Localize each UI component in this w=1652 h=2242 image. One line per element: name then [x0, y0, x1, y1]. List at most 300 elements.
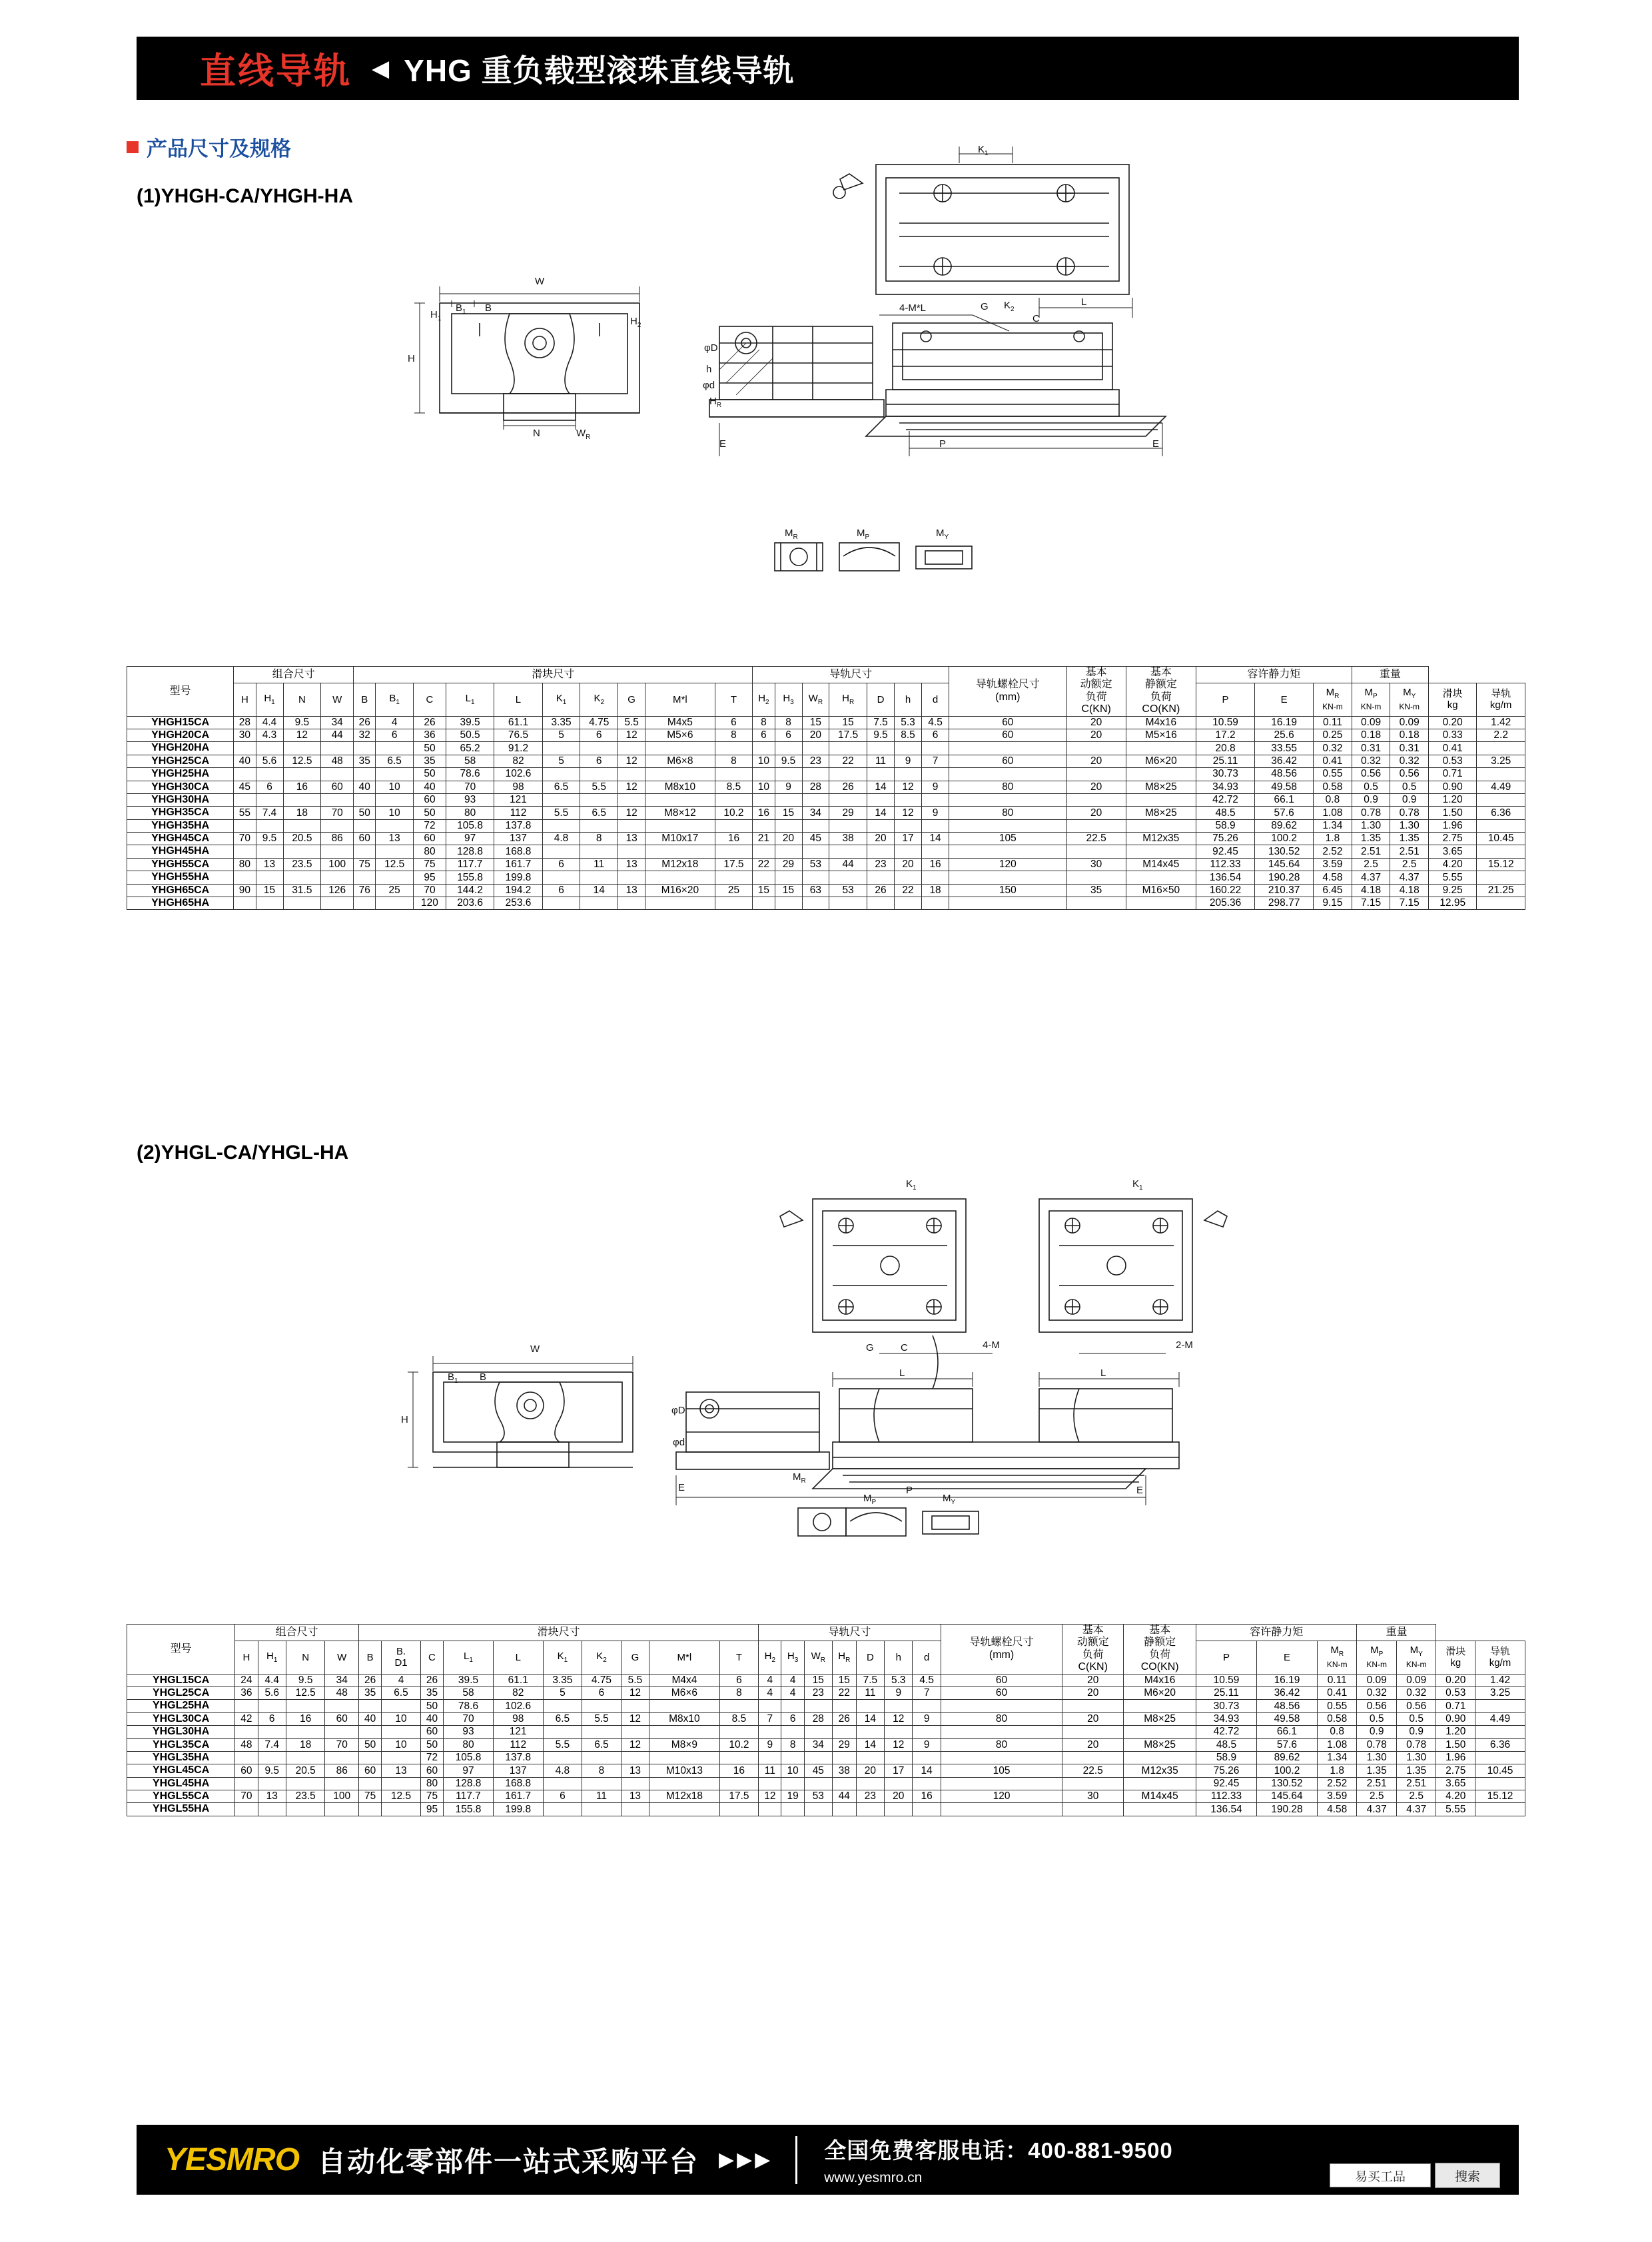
data-cell — [354, 768, 376, 781]
data-cell: 136.54 — [1196, 871, 1255, 884]
data-cell: 0.90 — [1428, 781, 1476, 793]
data-cell: 9.15 — [1314, 897, 1352, 910]
data-cell — [621, 1700, 649, 1712]
footer-search[interactable] — [1330, 2163, 1500, 2188]
data-cell — [645, 897, 715, 910]
data-cell: 5 — [542, 729, 580, 741]
data-cell — [719, 1751, 759, 1764]
header-cn-title: 直线导轨 — [200, 51, 352, 91]
data-cell: 90 — [234, 884, 256, 897]
data-cell: 100.2 — [1255, 833, 1314, 845]
svg-text:P: P — [906, 1485, 913, 1496]
data-cell: 26 — [420, 1674, 443, 1686]
data-cell: 95 — [414, 871, 446, 884]
data-cell: 1.96 — [1428, 819, 1476, 832]
data-cell: 10 — [382, 1738, 421, 1751]
data-cell — [885, 1726, 913, 1738]
data-cell: M14x45 — [1124, 1790, 1196, 1803]
data-cell: 42.72 — [1196, 1726, 1257, 1738]
data-cell: 44 — [829, 858, 867, 871]
data-cell — [715, 845, 753, 858]
svg-text:K1: $K_1$ — [906, 1179, 917, 1192]
table-row — [127, 1777, 1525, 1790]
data-cell — [283, 768, 321, 781]
data-cell — [258, 1803, 286, 1816]
data-cell — [922, 768, 949, 781]
table1-head — [127, 667, 1525, 717]
search-button[interactable]: 搜索 — [1435, 2163, 1500, 2188]
data-cell: 50 — [414, 768, 446, 781]
data-cell: M5×6 — [645, 729, 715, 741]
data-cell: 144.2 — [446, 884, 494, 897]
data-cell — [358, 1777, 381, 1790]
data-cell: 29 — [832, 1738, 856, 1751]
data-cell: 5.5 — [618, 716, 645, 729]
data-cell: 112.33 — [1196, 1790, 1257, 1803]
data-cell: M5×16 — [1126, 729, 1196, 741]
data-cell — [1066, 793, 1126, 806]
data-cell: 76 — [354, 884, 376, 897]
svg-text:C: C — [1032, 313, 1040, 324]
data-cell — [542, 897, 580, 910]
data-cell — [618, 768, 645, 781]
data-cell: 205.36 — [1196, 897, 1255, 910]
data-cell: 0.9 — [1390, 793, 1429, 806]
svg-text:h: h — [706, 364, 712, 375]
data-cell — [286, 1751, 325, 1764]
data-cell: M8x10 — [649, 1712, 720, 1725]
data-cell: 0.33 — [1428, 729, 1476, 741]
data-cell: 66.1 — [1255, 793, 1314, 806]
table2-body — [127, 1674, 1525, 1816]
data-cell — [258, 1751, 286, 1764]
data-cell: 0.41 — [1314, 755, 1352, 767]
data-cell — [542, 845, 580, 858]
data-cell: M8×9 — [649, 1738, 720, 1751]
data-cell: M8×25 — [1124, 1712, 1196, 1725]
data-cell — [753, 897, 775, 910]
data-cell: 0.18 — [1390, 729, 1429, 741]
data-cell — [234, 819, 256, 832]
data-cell: 20 — [856, 1764, 884, 1777]
data-cell: 120 — [941, 1790, 1062, 1803]
data-cell: 5.5 — [621, 1674, 649, 1686]
data-cell — [941, 1751, 1062, 1764]
data-cell — [759, 1700, 781, 1712]
data-cell — [543, 1751, 582, 1764]
data-cell — [1126, 819, 1196, 832]
data-cell: 12 — [895, 807, 922, 819]
model-cell: YHGH25HA — [127, 768, 234, 781]
data-cell: 5 — [543, 1686, 582, 1699]
data-cell: 55 — [234, 807, 256, 819]
data-cell — [802, 897, 829, 910]
data-cell: 117.7 — [444, 1790, 494, 1803]
data-cell: M8x10 — [645, 781, 715, 793]
data-cell: 15 — [256, 884, 283, 897]
data-cell: 30 — [1062, 1790, 1124, 1803]
data-cell — [867, 793, 894, 806]
data-cell: 8 — [781, 1738, 804, 1751]
data-cell: 2.51 — [1390, 845, 1429, 858]
data-cell — [618, 819, 645, 832]
data-cell: 23 — [804, 1686, 832, 1699]
data-cell: 4.4 — [258, 1674, 286, 1686]
table-column-header: D — [856, 1641, 884, 1674]
data-cell: 4.8 — [543, 1764, 582, 1777]
data-cell — [867, 768, 894, 781]
data-cell: 14 — [922, 833, 949, 845]
data-cell: 20 — [1066, 729, 1126, 741]
data-cell — [802, 742, 829, 755]
svg-text:L: L — [1081, 296, 1087, 308]
table-column-header: 导轨 kg/m — [1475, 1641, 1525, 1674]
data-cell: 21 — [753, 833, 775, 845]
data-cell: 137.8 — [493, 1751, 543, 1764]
data-cell: 60 — [414, 793, 446, 806]
data-cell: 130.52 — [1255, 845, 1314, 858]
data-cell: 5 — [542, 755, 580, 767]
data-cell — [543, 1700, 582, 1712]
data-cell: 0.56 — [1390, 768, 1429, 781]
data-cell: 25.11 — [1196, 755, 1255, 767]
table-column-header: M*l — [645, 683, 715, 716]
svg-text:K1: $K_1$ — [1132, 1179, 1143, 1192]
data-cell: 26 — [414, 716, 446, 729]
data-cell: 1.8 — [1314, 833, 1352, 845]
data-cell: 137 — [494, 833, 542, 845]
data-cell — [867, 871, 894, 884]
model-cell: YHGH20CA — [127, 729, 234, 741]
data-cell: 6 — [582, 1686, 621, 1699]
svg-text:WR: $W_R$ — [576, 428, 591, 441]
svg-text:H2: $H_2$ — [630, 316, 641, 329]
data-cell — [283, 871, 321, 884]
data-cell: 48 — [321, 755, 354, 767]
data-cell: 75 — [420, 1790, 443, 1803]
tel-label: 全国免费客服电话： — [824, 2138, 1029, 2163]
data-cell — [804, 1777, 832, 1790]
data-cell: 10 — [376, 781, 414, 793]
svg-text:MP: $M_P$ — [857, 528, 870, 541]
data-cell: 38 — [829, 833, 867, 845]
data-cell: 12 — [618, 781, 645, 793]
data-cell: 12 — [618, 729, 645, 741]
data-cell: 160.22 — [1196, 884, 1255, 897]
data-cell: 1.42 — [1477, 716, 1525, 729]
data-cell: 53 — [804, 1790, 832, 1803]
table-row — [127, 871, 1525, 884]
data-cell: 12 — [621, 1712, 649, 1725]
data-cell — [645, 871, 715, 884]
data-cell: 2.52 — [1314, 845, 1352, 858]
data-cell — [1126, 871, 1196, 884]
data-cell — [235, 1751, 258, 1764]
data-cell: 0.56 — [1396, 1700, 1436, 1712]
data-cell: 35 — [1066, 884, 1126, 897]
data-cell: 105 — [949, 833, 1066, 845]
data-cell — [1126, 845, 1196, 858]
data-cell: 4.37 — [1390, 871, 1429, 884]
data-cell: 13 — [376, 833, 414, 845]
data-cell: 8 — [719, 1686, 759, 1699]
data-cell: 0.09 — [1357, 1674, 1397, 1686]
data-cell: 75 — [354, 858, 376, 871]
data-cell — [1475, 1803, 1525, 1816]
data-cell: 7.5 — [867, 716, 894, 729]
data-cell: 29 — [829, 807, 867, 819]
data-cell: 12.95 — [1428, 897, 1476, 910]
table-row — [127, 1674, 1525, 1686]
data-cell: 65.2 — [446, 742, 494, 755]
data-cell: 6.36 — [1477, 807, 1525, 819]
data-cell — [781, 1803, 804, 1816]
data-cell — [542, 871, 580, 884]
data-cell: 34 — [804, 1738, 832, 1751]
data-cell: 0.20 — [1428, 716, 1476, 729]
data-cell: 28 — [802, 781, 829, 793]
table-row — [127, 1738, 1525, 1751]
data-cell: 30 — [1066, 858, 1126, 871]
data-cell: 10.59 — [1196, 1674, 1257, 1686]
data-cell: 4.18 — [1390, 884, 1429, 897]
table-column-header: C — [414, 683, 446, 716]
data-cell: 16 — [715, 833, 753, 845]
data-cell: 4.37 — [1357, 1803, 1397, 1816]
data-cell: 70 — [446, 781, 494, 793]
data-cell — [645, 742, 715, 755]
data-cell: 7 — [759, 1712, 781, 1725]
data-cell — [618, 871, 645, 884]
data-cell — [235, 1777, 258, 1790]
data-cell: 7.15 — [1390, 897, 1429, 910]
data-cell: 6 — [580, 729, 618, 741]
data-cell: 4.75 — [582, 1674, 621, 1686]
data-cell: 13 — [618, 884, 645, 897]
data-cell: 0.5 — [1396, 1712, 1436, 1725]
data-cell — [802, 768, 829, 781]
table-group-header: 基本 静额定 负荷 CO(KN) — [1126, 667, 1196, 717]
data-cell: 4.75 — [580, 716, 618, 729]
data-cell — [649, 1726, 720, 1738]
data-cell: 80 — [941, 1738, 1062, 1751]
data-cell: 97 — [444, 1764, 494, 1777]
data-cell: 60 — [941, 1674, 1062, 1686]
data-cell — [382, 1777, 421, 1790]
data-cell — [376, 819, 414, 832]
table-group-header: 导轨螺栓尺寸 (mm) — [941, 1625, 1062, 1675]
table-column-header: 导轨 kg/m — [1477, 683, 1525, 716]
data-cell: 4.58 — [1317, 1803, 1357, 1816]
arrows-icon: ▶▶▶ — [719, 2149, 773, 2171]
data-cell — [753, 871, 775, 884]
data-cell — [1475, 1777, 1525, 1790]
data-cell — [325, 1726, 358, 1738]
table-column-header: L — [493, 1641, 543, 1674]
data-cell — [618, 897, 645, 910]
data-cell: 0.8 — [1317, 1726, 1357, 1738]
brand-logo: YESMRO — [165, 2142, 300, 2177]
data-cell: 20.8 — [1196, 742, 1255, 755]
data-cell — [829, 897, 867, 910]
data-cell: 161.7 — [494, 858, 542, 871]
data-cell: 6 — [542, 884, 580, 897]
data-cell — [759, 1726, 781, 1738]
data-cell: 48 — [235, 1738, 258, 1751]
data-cell: 30 — [234, 729, 256, 741]
svg-text:φD: φD — [704, 342, 718, 354]
data-cell: 6.5 — [543, 1712, 582, 1725]
data-cell — [321, 871, 354, 884]
data-cell — [913, 1726, 941, 1738]
data-cell: 2.5 — [1352, 858, 1390, 871]
data-cell: 2.5 — [1396, 1790, 1436, 1803]
data-cell — [234, 768, 256, 781]
table-column-header: $M_Y$ KN-m — [1396, 1641, 1436, 1674]
data-cell — [354, 742, 376, 755]
table-row — [127, 729, 1525, 741]
data-cell: 70 — [414, 884, 446, 897]
table-row — [127, 884, 1525, 897]
svg-text:C: C — [901, 1342, 908, 1353]
table-header-group-row — [127, 667, 1525, 683]
data-cell: 22 — [829, 755, 867, 767]
section-heading-label: 产品尺寸及规格 — [147, 137, 291, 161]
triangle-icon: ◀ — [372, 55, 390, 81]
data-cell — [376, 845, 414, 858]
data-cell: 70 — [235, 1790, 258, 1803]
data-cell: 34.93 — [1196, 1712, 1257, 1725]
data-cell: M4x5 — [645, 716, 715, 729]
data-cell: 38 — [832, 1764, 856, 1777]
model-cell: YHGH65CA — [127, 884, 234, 897]
data-cell: 12 — [885, 1712, 913, 1725]
svg-text:MY: $M_Y$ — [943, 1493, 956, 1506]
table-column-header: $M_R$ KN-m — [1314, 683, 1352, 716]
table-row — [127, 1700, 1525, 1712]
data-cell: 18 — [286, 1738, 325, 1751]
data-cell: 1.30 — [1357, 1751, 1397, 1764]
data-cell: 6 — [543, 1790, 582, 1803]
data-cell — [621, 1751, 649, 1764]
data-cell: 100 — [321, 858, 354, 871]
data-cell: 36.42 — [1256, 1686, 1317, 1699]
data-cell: 1.42 — [1475, 1674, 1525, 1686]
data-cell: 4.18 — [1352, 884, 1390, 897]
data-cell — [829, 793, 867, 806]
data-cell: 89.62 — [1255, 819, 1314, 832]
data-cell: 9 — [922, 807, 949, 819]
table-column-header: W — [325, 1641, 358, 1674]
data-cell: 102.6 — [493, 1700, 543, 1712]
data-cell: 23 — [856, 1790, 884, 1803]
data-cell: 11 — [580, 858, 618, 871]
table-column-header: T — [719, 1641, 759, 1674]
spec-table-yhgh — [127, 666, 1525, 910]
data-cell: 6 — [781, 1712, 804, 1725]
data-cell: 2.75 — [1428, 833, 1476, 845]
table-column-header: E — [1255, 683, 1314, 716]
data-cell: 4.49 — [1477, 781, 1525, 793]
data-cell — [941, 1726, 1062, 1738]
data-cell: 4 — [759, 1674, 781, 1686]
data-cell: 12 — [759, 1790, 781, 1803]
data-cell: 89.62 — [1256, 1751, 1317, 1764]
data-cell: 12 — [885, 1738, 913, 1751]
search-input[interactable]: 易买工品 — [1330, 2163, 1431, 2187]
data-cell: 0.56 — [1352, 768, 1390, 781]
data-cell — [832, 1751, 856, 1764]
data-cell: 20 — [1062, 1712, 1124, 1725]
data-cell: 39.5 — [444, 1674, 494, 1686]
model-cell: YHGH45CA — [127, 833, 234, 845]
data-cell — [649, 1700, 720, 1712]
data-cell — [775, 742, 802, 755]
data-cell: 126 — [321, 884, 354, 897]
data-cell: 12 — [621, 1738, 649, 1751]
data-cell: 78.6 — [444, 1700, 494, 1712]
data-cell: 40 — [414, 781, 446, 793]
table-header-group-row — [127, 1625, 1525, 1641]
data-cell — [895, 793, 922, 806]
data-cell: 75.26 — [1196, 1764, 1257, 1777]
data-cell — [759, 1751, 781, 1764]
data-cell: 136.54 — [1196, 1803, 1257, 1816]
data-cell: 16 — [922, 858, 949, 871]
data-cell: 120 — [949, 858, 1066, 871]
table-column-header: $L_1$ — [444, 1641, 494, 1674]
data-cell — [1126, 793, 1196, 806]
data-cell — [234, 897, 256, 910]
data-cell: 20 — [802, 729, 829, 741]
data-cell: 20 — [1062, 1686, 1124, 1699]
data-cell — [580, 897, 618, 910]
data-cell — [829, 871, 867, 884]
data-cell: 194.2 — [494, 884, 542, 897]
data-cell — [286, 1777, 325, 1790]
data-cell — [235, 1803, 258, 1816]
data-cell: 40 — [358, 1712, 381, 1725]
data-cell — [618, 793, 645, 806]
data-cell: 13 — [382, 1764, 421, 1777]
data-cell — [715, 793, 753, 806]
data-cell — [1124, 1777, 1196, 1790]
data-cell — [829, 819, 867, 832]
data-cell: 58.9 — [1196, 1751, 1257, 1764]
data-cell: 29 — [775, 858, 802, 871]
data-cell: 0.9 — [1357, 1726, 1397, 1738]
table-column-header: T — [715, 683, 753, 716]
data-cell — [376, 742, 414, 755]
data-cell: M12x35 — [1126, 833, 1196, 845]
data-cell: 145.64 — [1255, 858, 1314, 871]
table-row — [127, 819, 1525, 832]
data-cell: 10.45 — [1475, 1764, 1525, 1777]
data-cell: 8 — [580, 833, 618, 845]
data-cell — [582, 1777, 621, 1790]
table-column-header: $M_P$ KN-m — [1357, 1641, 1397, 1674]
table-column-header: P — [1196, 683, 1255, 716]
data-cell — [645, 768, 715, 781]
data-cell: 5.5 — [582, 1712, 621, 1725]
model-cell: YHGL15CA — [127, 1674, 235, 1686]
model-cell: YHGL25HA — [127, 1700, 235, 1712]
data-cell: 53 — [829, 884, 867, 897]
data-cell: 80 — [949, 781, 1066, 793]
table-column-header: M*l — [649, 1641, 720, 1674]
data-cell: 13 — [621, 1790, 649, 1803]
data-cell — [1477, 768, 1525, 781]
